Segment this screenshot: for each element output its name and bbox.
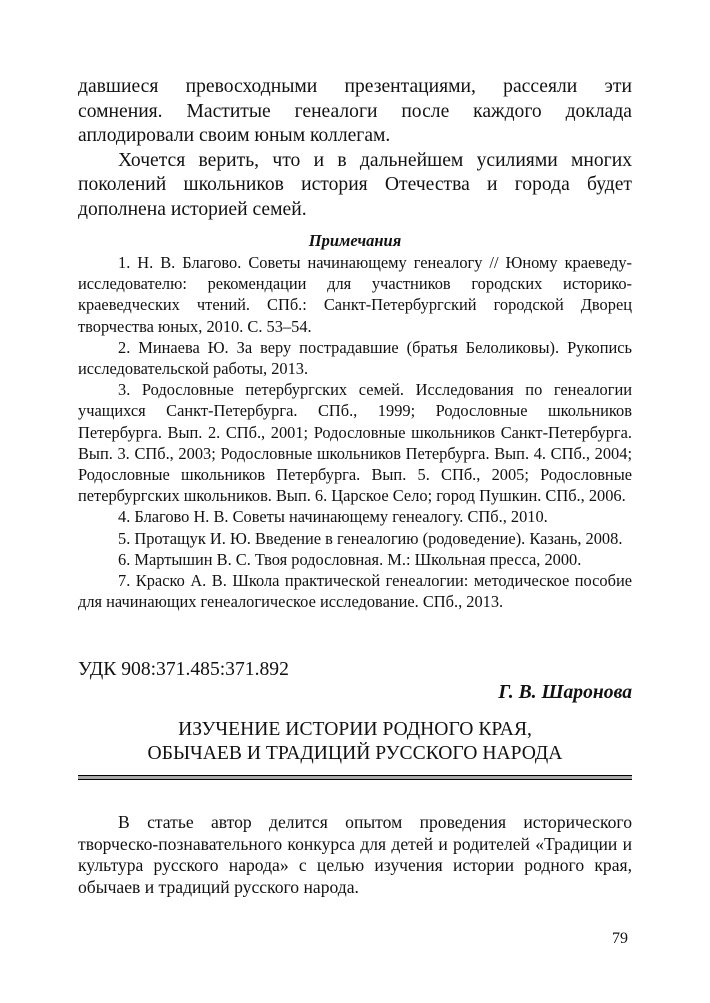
note-item: 4. Благово Н. В. Советы начинающему генеалогу. СПб., 2010. <box>118 507 548 527</box>
note-item: 3. Родословные петербургских семей. Исследования по генеалогии учащихся Санкт-Петербурга. СПб., 1999; Родословные школьников Петербурга. Вып. 2. СПб., 2001; Родословные школьников Санкт-Петербурга. Вып. 3. СПб., 2003; Родословные школьников Петербурга. Вып. 4. СПб., 2004; Родословные школьников Петербурга. Вып. 5. СПб., 2005; Родословные петербургских школьников. Вып. 6. Царское Село; город Пушкин. СПб., 2006. <box>78 380 632 506</box>
article-title <box>78 718 632 766</box>
title-divider <box>78 775 632 780</box>
body-paragraph: Хочется верить, что и в дальнейшем усилиями многих поколений школьников история Отечества и города будет дополнена историей семей. <box>78 149 632 220</box>
page-number: 79 <box>612 930 628 947</box>
note-item: 2. Минаева Ю. За веру пострадавшие (братья Белоликовы). Рукопись исследовательской работы, 2013. <box>78 337 632 379</box>
note-item: 1. Н. В. Благово. Советы начинающему генеалогу // Юному краеведу-исследователю: рекомендации для участников городских историко-краеведческих чтений. СПб.: Санкт-Петербургский городской Дворец творчества юных, 2010. С. 53–54. <box>78 253 632 336</box>
notes-list <box>78 252 632 612</box>
udk-code: УДК 908:371.485:371.892 <box>78 659 289 680</box>
note-item: 5. Протащук И. Ю. Введение в генеалогию (родоведение). Казань, 2008. <box>118 528 623 548</box>
body-paragraph: давшиеся превосходными презентациями, рассеяли эти сомнения. Маститые генеалоги после каждого доклада аплодировали своим юным коллегам. <box>78 76 632 146</box>
note-item: 6. Мартышин В. С. Твоя родословная. М.: Школьная пресса, 2000. <box>118 549 582 569</box>
article-title-line: ОБЫЧАЕВ И ТРАДИЦИЙ РУССКОГО НАРОДА <box>147 743 563 764</box>
article-author: Г. В. Шаронова <box>498 682 632 703</box>
note-item: 7. Краско А. В. Школа практической генеалогии: методическое пособие для начинающих генеалогическое исследование. СПб., 2013. <box>78 571 632 612</box>
article-abstract <box>78 812 632 898</box>
abstract-paragraph: В статье автор делится опытом проведения исторического творческо-познавательного конкурса для детей и родителей «Традиции и культура русского народа» с целью изучения истории родного края, обычаев и традиций русского народа. <box>78 812 632 897</box>
previous-article-conclusion <box>78 75 632 222</box>
article-title-line: ИЗУЧЕНИЕ ИСТОРИИ РОДНОГО КРАЯ, <box>178 719 532 740</box>
notes-heading: Примечания <box>308 231 402 250</box>
